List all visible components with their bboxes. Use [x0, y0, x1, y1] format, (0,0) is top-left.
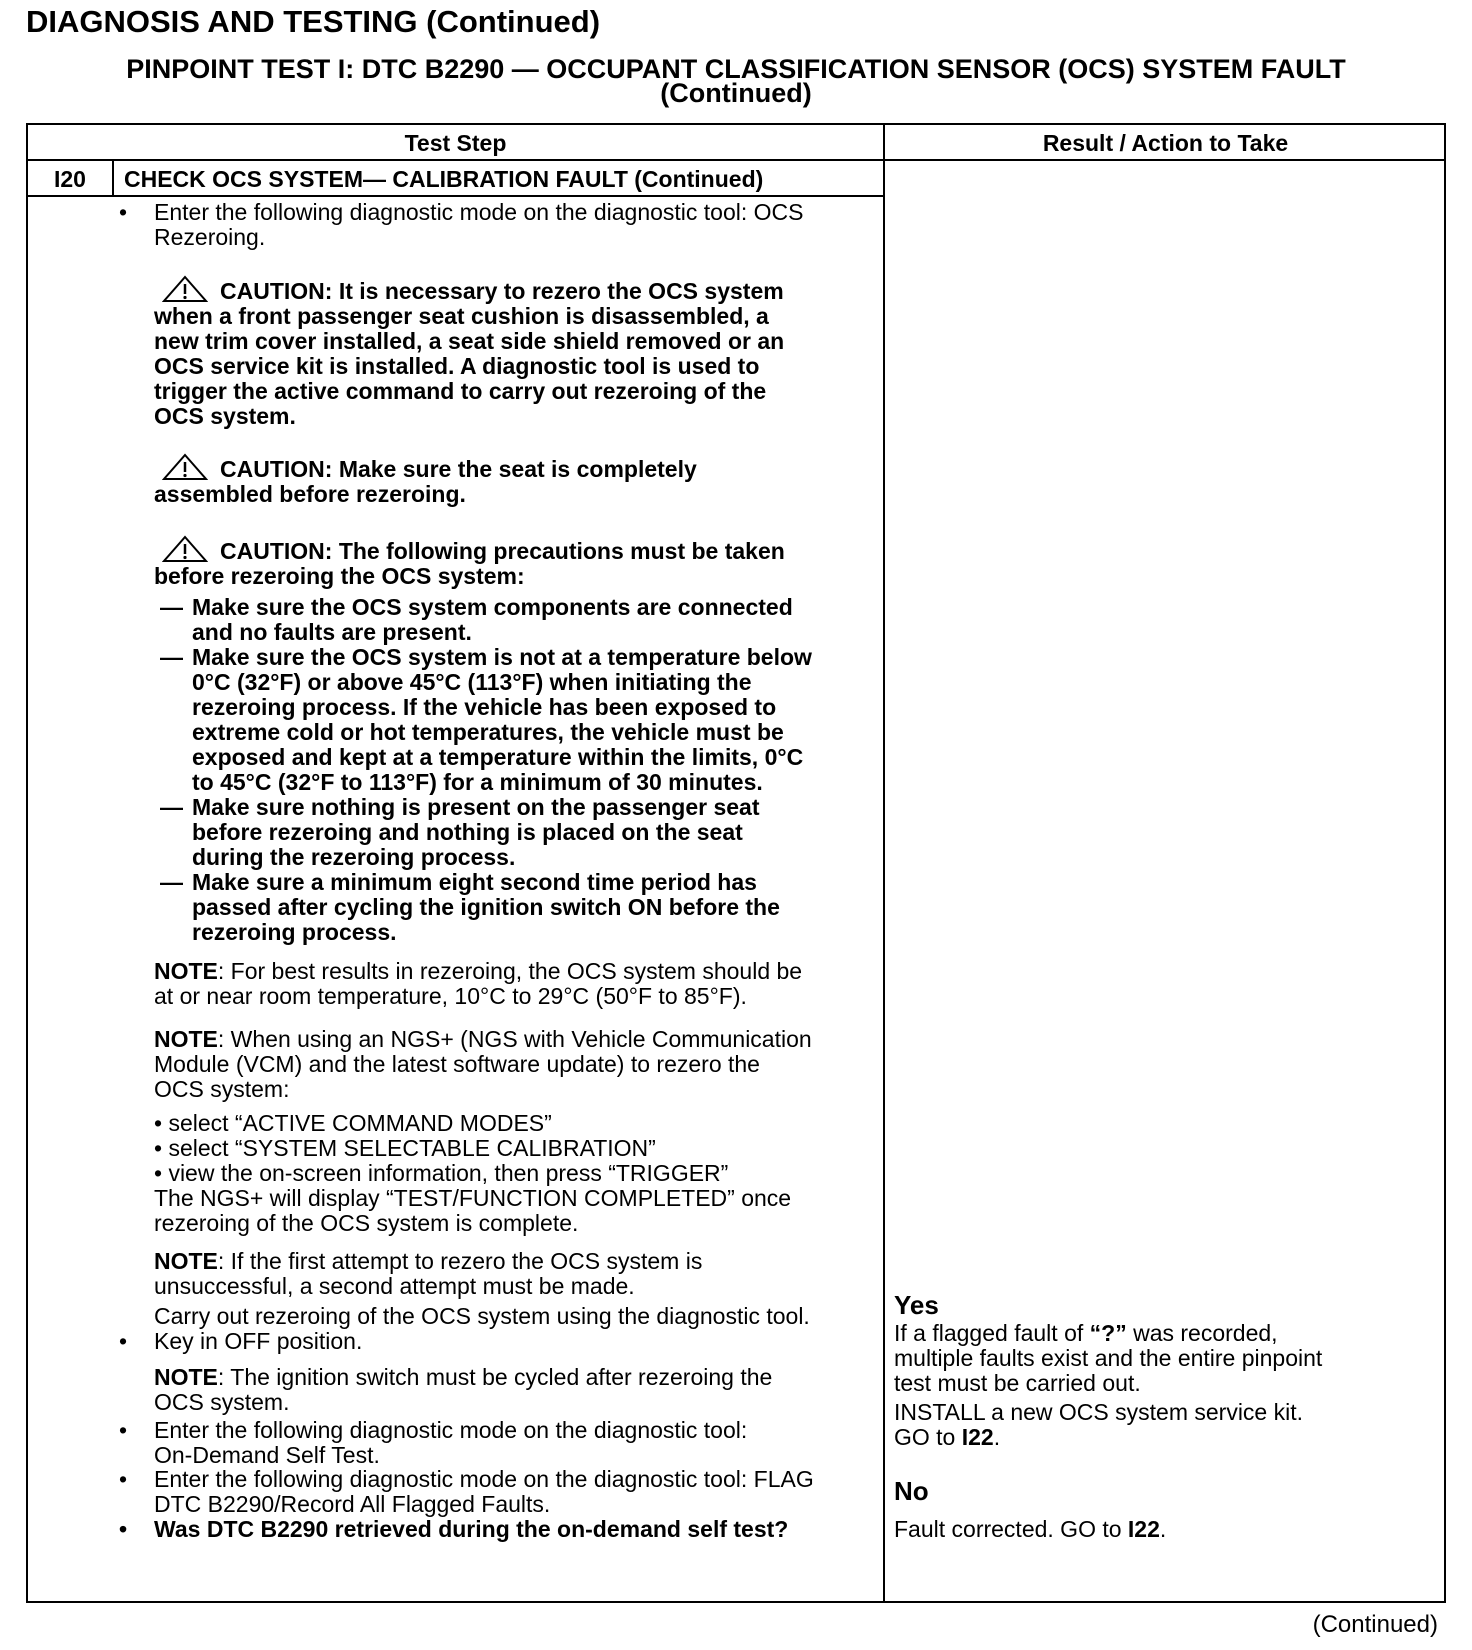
precaution-components-connected: Make sure the OCS system components are connected and no faults are present. — [192, 594, 793, 645]
step-number: I20 — [54, 166, 86, 192]
step-flag-dtc: Enter the following diagnostic mode on the diagnostic tool: FLAG DTC B2290/Record All Flagged Faults. — [154, 1466, 814, 1517]
dash: — — [160, 869, 183, 895]
step-key-off: Key in OFF position. — [154, 1328, 363, 1354]
bullet: • — [119, 1417, 128, 1443]
step-on-demand-self-test: Enter the following diagnostic mode on the diagnostic tool: On-Demand Self Test. — [154, 1417, 748, 1468]
note-ignition-cycle: NOTE: The ignition switch must be cycled after rezeroing the OCS system. — [154, 1364, 773, 1415]
ngs-procedure: • select “ACTIVE COMMAND MODES” • select “SYSTEM SELECTABLE CALIBRATION” • view the on-screen information, then press “TRIGGER” The NGS+ will display “TEST/FUNCTION COMPLETED” once rezeroing of the OCS system is complete. — [154, 1110, 792, 1236]
note-second-attempt: NOTE: If the first attempt to rezero the OCS system is unsuccessful, a second attempt must be made. — [154, 1248, 703, 1299]
dash: — — [160, 644, 183, 670]
note-room-temperature: NOTE: For best results in rezeroing, the OCS system should be at or near room temperature, 10°C to 29°C (50°F to 85°F). — [154, 958, 803, 1009]
caution-precautions: CAUTION: The following precautions must be taken before rezeroing the OCS system: — [154, 535, 785, 589]
carry-out-rezeroing: Carry out rezeroing of the OCS system using the diagnostic tool. — [154, 1303, 810, 1329]
pinpoint-test-title: PINPOINT TEST I: DTC B2290 — OCCUPANT CLASSIFICATION SENSOR (OCS) SYSTEM FAULT — [126, 54, 1346, 84]
step-enter-ocs-rezeroing: Enter the following diagnostic mode on the diagnostic tool: OCS Rezeroing. — [154, 199, 804, 250]
bullet: • — [119, 1516, 128, 1542]
col-test-step: Test Step — [404, 130, 507, 156]
result-no-label: No — [894, 1476, 929, 1506]
warning-triangle-icon — [162, 453, 208, 481]
result-yes-label: Yes — [894, 1290, 939, 1320]
bullet: • — [119, 1328, 128, 1354]
precaution-seat-empty: Make sure nothing is present on the passenger seat before rezeroing and nothing is placed on the seat during the rezeroing process. — [192, 794, 760, 870]
dash: — — [160, 794, 183, 820]
precaution-temperature: Make sure the OCS system is not at a temperature below 0°C (32°F) or above 45°C (113°F) when initiating the rezeroing process. If the vehicle has been exposed to extreme cold or hot temperatures, the vehicle must be exposed and kept at a temperature within the limits, 0°C to 45°C (32°F to 113°F) for a minimum of 30 minutes. — [192, 644, 812, 795]
result-no-text: Fault corrected. GO to I22. — [894, 1516, 1167, 1542]
column-divider — [883, 125, 885, 1601]
result-yes-text: If a flagged fault of “?” was recorded, multiple faults exist and the entire pinpoint test must be carried out. — [894, 1320, 1323, 1396]
warning-triangle-icon — [162, 535, 208, 563]
bullet: • — [119, 1466, 128, 1492]
page-title: DIAGNOSIS AND TESTING (Continued) — [26, 4, 601, 39]
bullet: • — [119, 199, 128, 225]
note-ngs-plus: NOTE: When using an NGS+ (NGS with Vehicle Communication Module (VCM) and the latest software update) to rezero the OCS system: — [154, 1026, 812, 1102]
pinpoint-test-continued: (Continued) — [660, 78, 812, 108]
test-table — [26, 123, 1446, 1603]
caution-rezero-required: CAUTION: It is necessary to rezero the OCS system when a front passenger seat cushion is disassembled, a new trim cover installed, a seat side shield removed or an OCS service kit is installed. A diagnostic tool is used to trigger the active command to carry out rezeroing of the OCS system. — [154, 275, 784, 429]
warning-triangle-icon — [162, 275, 208, 303]
col-result-action: Result / Action to Take — [1042, 130, 1289, 156]
step-question-dtc-retrieved: Was DTC B2290 retrieved during the on-demand self test? — [154, 1516, 789, 1542]
precaution-eight-second: Make sure a minimum eight second time period has passed after cycling the ignition switch ON before the rezeroing process. — [192, 869, 780, 945]
dash: — — [160, 594, 183, 620]
caution-seat-assembled: CAUTION: Make sure the seat is completely assembled before rezeroing. — [154, 453, 697, 507]
result-yes-action: INSTALL a new OCS system service kit. GO to I22. — [894, 1399, 1304, 1450]
step-number-divider — [112, 161, 114, 197]
step-title: CHECK OCS SYSTEM— CALIBRATION FAULT (Continued) — [124, 166, 764, 192]
continued-footer: (Continued) — [1312, 1611, 1438, 1638]
